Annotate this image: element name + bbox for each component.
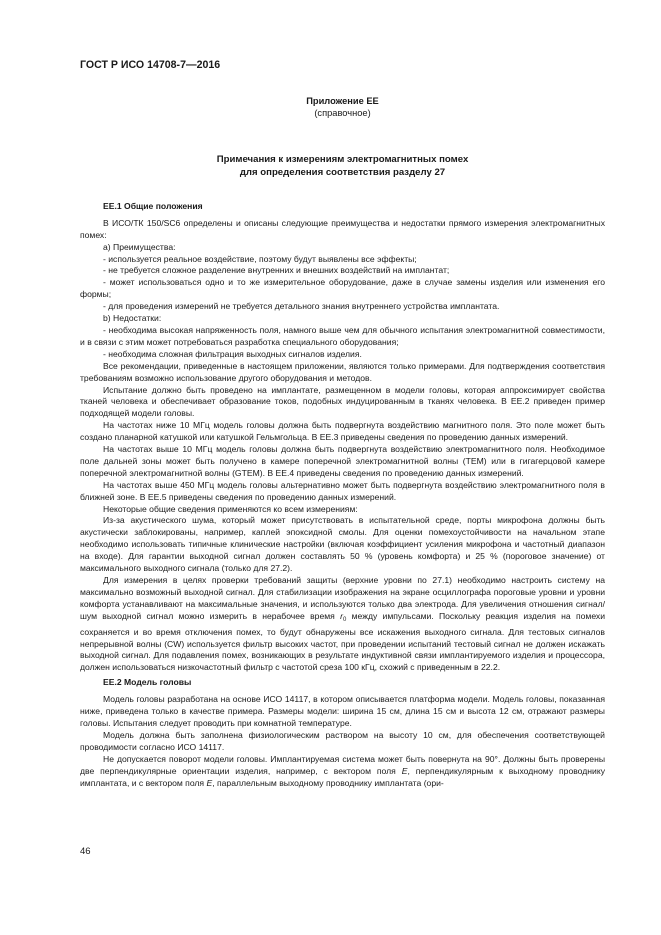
paragraph: В ИСО/ТК 150/SC6 определены и описаны следующие преимущества и недостатки прямого измерения электромагнитных помех: (80, 217, 605, 240)
text-run: , параллельным выходному проводнику имплантата (ори- (212, 777, 444, 788)
paragraph (80, 575, 605, 674)
paragraph: Из-за акустического шума, который может присутствовать в испытательной среде, порты микрофона должны быть акустически заблокированы, например, каплей эпоксидной смолы. Для оценки помехоустойчивости на начальном этапе необходимо использовать типичные клинические настройки (включая коэффициент усиления микрофона и частотный диапазон на входе). Для гарантии выходной сигнал должен составлять 50 % (уровень комфорта) и 25 % (пороговое значение) от максимального выходного сигнала (только для 27.2). (80, 515, 605, 574)
annex-heading (80, 95, 605, 119)
list-label-advantages: а) Преимущества: (103, 241, 176, 252)
annex-label: Приложение ЕЕ (306, 95, 379, 106)
section-heading-ee2: ЕЕ.2 Модель головы (103, 677, 192, 688)
annex-title (80, 153, 605, 179)
text-run: между импульсами. Поскольку реакция изделия на помехи сохраняется и во время отключения помех, то будут обнаружены все искажения выходного сигнала. Для тестовых сигналов непрерывной волны (CW) используется фильтр высоких частот, при проведении испытаний тестовый сигнал не должен искажать выходной сигнал. Для подавления помех, возникающих в результате индуктивной связи имплантируемого изделия и процессора, должен использоваться низкочастотный фильтр с частотой среза 100 кГц, схожий с приведенным в 22.2. (80, 610, 606, 673)
text-run: Не допускается поворот модели головы. Имплантируемая система может быть повернута на 90°. Должны быть проверены две перпендикулярные ориентации изделия, например, с вектором поля (80, 753, 605, 776)
symbol-r: r (340, 610, 343, 621)
paragraph (80, 754, 605, 790)
list-item: - используется реальное воздействие, поэтому будут выявлены все эффекты; (103, 253, 417, 264)
text-run: , перпендикулярным к выходному проводнику имплантата, и с вектором поля (80, 765, 605, 788)
paragraph: Некоторые общие сведения применяются ко всем измерениям: (103, 503, 358, 514)
paragraph: Модель должна быть заполнена физиологическим раствором на высоту 10 см, для обеспечения соответствующей проводимости согласно ИСО 14117. (80, 729, 605, 752)
annex-title-line-2: для определения соответствия разделу 27 (239, 166, 446, 178)
paragraph: На частотах выше 450 МГц модель головы альтернативно может быть подвергнута воздействию электромагнитного поля в ближней зоне. В ЕЕ.5 приведены сведения по проведению данных измерений. (80, 479, 605, 502)
annex-kind: (справочное) (314, 107, 371, 118)
document-standard-id: ГОСТ Р ИСО 14708-7—2016 (80, 59, 221, 71)
paragraph: На частотах ниже 10 МГц модель головы должна быть подвергнута воздействию магнитного поля. Это поле может быть создано планарной катушкой или катушкой Гельмгольца. В ЕЕ.3 приведены сведения по проведению данных измерений. (80, 420, 605, 443)
section-heading-ee1: ЕЕ.1 Общие положения (103, 200, 203, 211)
list-item: - для проведения измерений не требуется детального знания внутреннего устройства имплантата. (103, 301, 500, 312)
list-item: - необходима высокая напряженность поля, намного выше чем для обычного испытания электромагнитной совместимости, и в связи с этим может потребоваться разработка специального оборудования; (80, 324, 605, 347)
symbol-e: E (401, 765, 408, 776)
paragraph: Модель головы разработана на основе ИСО 14117, в котором описывается платформа модели. Модель головы, показанная ниже, приведена только в качестве примера. Размеры модели: ширина 15 см, длина 15 см и высота 12 см, отражают размеры головы. Испытания следует проводить при комнатной температуре. (80, 694, 605, 728)
list-label-disadvantages: b) Недостатки: (103, 313, 162, 324)
paragraph: Испытание должно быть проведено на имплантате, размещенном в модели головы, которая аппроксимирует свойства тканей человека и обеспечивает образование токов, подобных индуцированным в тканях человека. В ЕЕ.2 приведен пример подходящей модели головы. (80, 384, 605, 419)
annex-title-line-1: Примечания к измерениям электромагнитных помех (216, 153, 469, 165)
list-item: - может использоваться одно и то же измерительное оборудование, даже в случае замены изделия или изменения его формы; (80, 277, 605, 300)
text-run: Для измерения в целях проверки требований защиты (верхние уровни по 27.1) необходимо настроить систему на максимально возможный выходной сигнал. Для стабилизации изображения на экране осциллографа пороговые уровни и уровни комфорта устанавливают на максимальные значения, и используются только два электрода. Для увеличения отношения сигнал/шум выходной сигнал можно измерить в нерабочее время (80, 575, 605, 621)
paragraph: На частотах выше 10 МГц модель головы должна быть подвергнута воздействию электромагнитного поля. Необходимое поле дальней зоны может быть получено в камере поперечной электромагнитной волны (ТЕМ) или в гигагерцовой камере поперечной электромагнитной волны (GTEM). В ЕЕ.4 приведены сведения по проведению данных измерений. (80, 444, 605, 478)
list-item: - не требуется сложное разделение внутренних и внешних воздействий на имплантат; (103, 265, 450, 276)
symbol-e: E (206, 777, 213, 788)
symbol-subscript: 0 (342, 616, 347, 623)
page-number: 46 (80, 846, 91, 857)
list-item: - необходима сложная фильтрация выходных сигналов изделия. (103, 348, 362, 359)
paragraph: Все рекомендации, приведенные в настоящем приложении, являются только примерами. Для подтверждения соответствия требованиям возможно использование другого оборудования и методов. (80, 360, 605, 383)
